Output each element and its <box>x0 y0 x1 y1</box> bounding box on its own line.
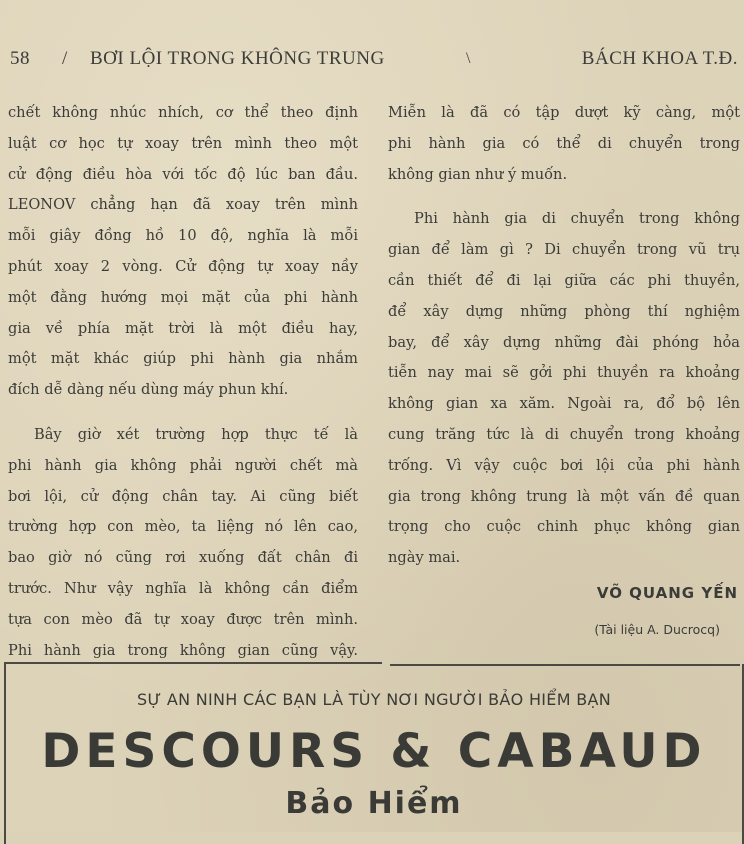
text-line: cần thiết để đi lại giữa các phi thuyền, <box>388 271 740 289</box>
text-line: để xây dựng những phòng thí nghiệm <box>388 302 740 320</box>
text-line: gia trong không trung là một vấn đề quan <box>388 487 740 505</box>
left-column <box>8 98 358 666</box>
header-mark: \ <box>466 50 471 67</box>
text-line: đích dễ dàng nếu dùng máy phun khí. <box>8 381 289 399</box>
text-line: bao giờ nó cũng rơi xuống đất chân đi <box>8 549 358 567</box>
text-line: Phi hành gia trong không gian cũng vậy. <box>8 641 358 659</box>
text-line: gian để làm gì ? Di chuyển trong vũ trụ <box>388 241 740 259</box>
text-line: trống. Vì vậy cuộc bơi lội của phi hành <box>388 456 740 474</box>
text-line: bay, để xây dựng những đài phóng hỏa <box>388 333 740 351</box>
text-line: tiễn nay mai sẽ gởi phi thuyền ra khoảng <box>388 364 740 382</box>
journal-name: BÁCH KHOA T.Đ. <box>581 48 738 69</box>
text-line: một mặt khác giúp phi hành gia nhắm <box>8 350 358 368</box>
text-line: phi hành gia không phải người chết mà <box>8 456 358 474</box>
text-line: ngày mai. <box>388 549 461 567</box>
advertisement-box <box>4 664 744 844</box>
text-line: cử động điều hòa với tốc độ lúc ban đầu. <box>8 165 358 183</box>
ad-company-name: DESCOURS & CABAUD <box>41 724 707 779</box>
text-line: cung trăng tức là di chuyển trong khoảng <box>388 425 740 443</box>
paragraph <box>8 420 358 666</box>
text-line: trước. Như vậy nghĩa là không cần điểm <box>8 579 358 597</box>
text-line: phút xoay 2 vòng. Cử động tự xoay nầy <box>8 257 358 275</box>
text-line: tựa con mèo đã tự xoay được trên mình. <box>8 610 358 628</box>
text-line: chết không nhúc nhích, cơ thể theo định <box>8 104 358 121</box>
text-line: không gian xa xăm. Ngoài ra, đổ bộ lên <box>388 395 740 413</box>
paragraph <box>388 204 740 574</box>
right-column <box>388 98 740 574</box>
running-header <box>10 48 740 76</box>
text-line: trường hợp con mèo, ta liệng nó lên cao, <box>8 518 358 536</box>
paragraph <box>388 98 740 190</box>
ad-service: Bảo Hiểm <box>285 786 463 821</box>
text-line: Bây giờ xét trường hợp thực tế là <box>34 425 358 443</box>
page-number: 58 <box>10 48 30 69</box>
text-line: trọng cho cuộc chinh phục không gian <box>388 518 740 536</box>
article-title: BƠI LỘI TRONG KHÔNG TRUNG <box>90 48 385 69</box>
text-line: gia về phía mặt trời là một điều hay, <box>8 319 358 337</box>
author-byline: VÕ QUANG YẾN <box>596 584 738 602</box>
text-line: Miễn là đã có tập dượt kỹ càng, một <box>388 104 740 121</box>
text-line: không gian như ý muốn. <box>388 165 568 183</box>
text-line: LEONOV chẳng hạn đã xoay trên mình <box>8 196 358 214</box>
paragraph <box>8 98 358 406</box>
text-line: một đằng hướng mọi mặt của phi hành <box>8 288 358 306</box>
text-line: luật cơ học tự xoay trên mình theo một <box>8 134 358 152</box>
text-line: bơi lội, cử động chân tay. Ai cũng biết <box>8 487 358 505</box>
text-line: phi hành gia có thể di chuyển trong <box>388 134 740 152</box>
source-credit: (Tài liệu A. Ducrocq) <box>594 622 720 637</box>
text-line: Phi hành gia di chuyển trong không <box>414 210 740 228</box>
ad-tagline: SỰ AN NINH CÁC BẠN LÀ TÙY NƠI NGƯỜI BẢO HIỂM BẠN <box>136 690 611 709</box>
header-separator: / <box>62 48 68 69</box>
text-line: mỗi giây đồng hồ 10 độ, nghĩa là mỗi <box>8 227 358 245</box>
